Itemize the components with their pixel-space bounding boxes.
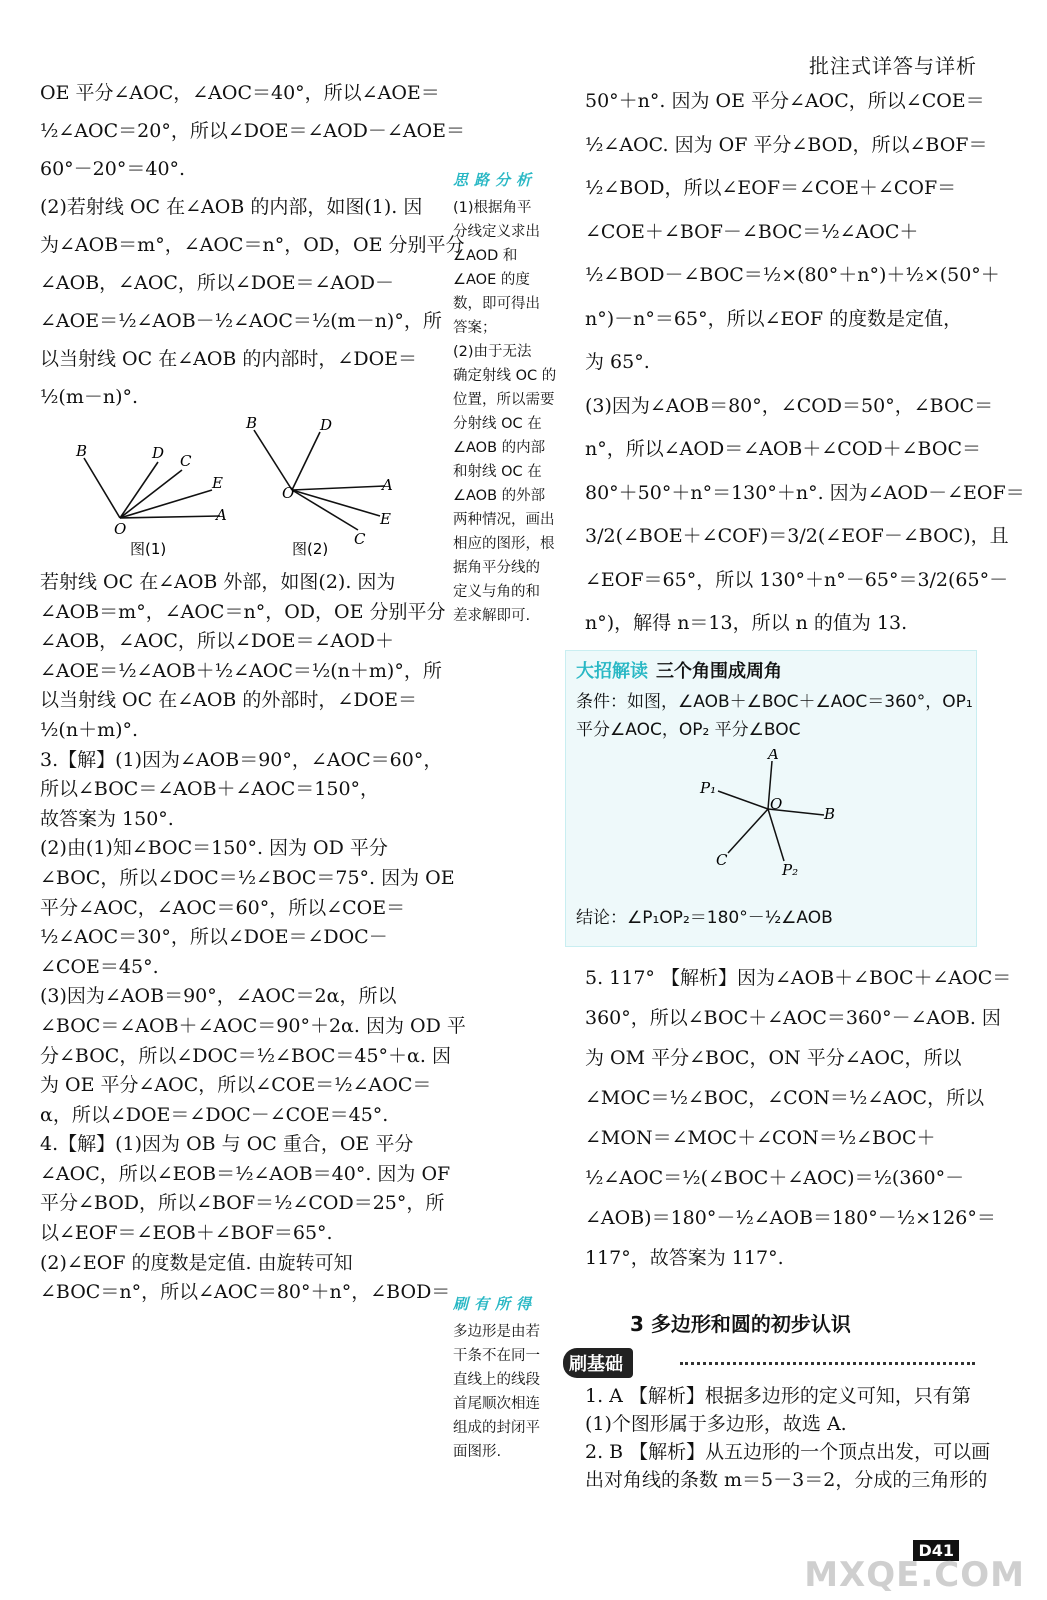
side-note-line: 直线上的线段 [453,1372,540,1388]
side-note-line: 组成的封闭平 [453,1420,540,1436]
text-line: ∠AOE＝½∠AOB－½∠AOC＝½(m－n)°，所 [40,310,442,332]
text-line: 为 OM 平分∠BOC，ON 平分∠AOC，所以 [585,1047,962,1069]
text-line: 3/2(∠BOE＋∠COF)＝3/2(∠EOF－∠BOC)，且 [585,525,1009,547]
fig3-label-b: B [824,805,836,823]
text-line: n°，所以∠AOD＝∠AOB＋∠COD＋∠BOC＝ [585,438,981,460]
fig3-label-p1: P₁ [700,779,717,797]
side-note-line: 首尾顺次相连 [453,1396,540,1412]
text-line: 为 65°. [585,351,650,373]
tip-box-title [576,657,782,683]
fig3-label-a: A [768,749,779,763]
text-line: (2)若射线 OC 在∠AOB 的内部，如图(1). 因 [40,196,423,218]
text-line: ∠AOE＝½∠AOB＋½∠AOC＝½(n＋m)°，所 [40,659,442,682]
text-line: ∠AOB)＝180°－½∠AOB＝180°－½×126°＝ [585,1207,996,1229]
side-note-line: 答案； [453,320,497,336]
text-line: (2)∠EOF 的度数是定值. 由旋转可知 [40,1251,353,1274]
fig1-label-o: O [114,520,127,538]
text-line: 为∠AOB＝m°，∠AOC＝n°，OD，OE 分别平分 [40,234,465,256]
text-line: 60°－20°＝40°. [40,158,186,180]
side-note-line: 和射线 OC 在 [453,464,542,480]
tip-box-conclusion: 结论：∠P₁OP₂＝180°－½∠AOB [576,908,833,928]
text-line: ∠BOC＝∠AOB＋∠AOC＝90°＋2α. 因为 OD 平 [40,1014,466,1037]
side-note-line: 面图形. [453,1444,502,1460]
right-column-bottom [585,1382,991,1494]
dotted-divider [680,1362,975,1365]
left-column-top [40,74,465,416]
text-line: ∠COE＝45°. [40,955,159,978]
fig2-label-a: A [382,476,393,494]
text-line: 平分∠AOC，∠AOC＝60°，所以∠COE＝ [40,896,406,919]
text-line: 若射线 OC 在∠AOB 外部，如图(2). 因为 [40,571,396,593]
text-line: ∠BOC，所以∠DOC＝½∠BOC＝75°. 因为 OE [40,866,455,889]
tip-box [565,650,977,947]
fig2-label-c: C [354,530,366,548]
text-line: ½∠BOD－∠BOC＝½×(80°＋n°)＋½×(50°＋ [585,264,1000,286]
text-line: ½∠BOD，所以∠EOF＝∠COE＋∠COF＝ [585,177,957,199]
fig3-label-c: C [716,851,728,869]
side-note-summary-title: 刷有所得 [453,1295,538,1313]
fig3-label-p2: P₂ [782,861,799,879]
text-line: ∠AOB＝m°，∠AOC＝n°，OD，OE 分别平分 [40,600,446,623]
text-line: ½(n＋m)°. [40,718,139,741]
text-line: 360°，所以∠BOC＋∠AOC＝360°－∠AOB. 因 [585,1007,1001,1029]
text-line: OE 平分∠AOC，∠AOC＝40°，所以∠AOE＝ [40,82,440,104]
tip-box-tag: 大招解读 [576,661,648,682]
section-badge: 刷基础 [563,1348,633,1378]
tip-box-heading: 三个角围成周角 [656,661,782,682]
right-column-top [585,80,1025,646]
side-note-line: 分线定义求出 [453,224,540,240]
side-note-line: 据角平分线的 [453,560,540,576]
fig1-label-b: B [76,442,88,460]
figure-3 [696,749,846,879]
fig2-label-b: B [246,414,258,432]
fig1-label-c: C [180,452,192,470]
fig2-caption: 图(2) [292,540,329,558]
text-line: ∠AOB，∠AOC，所以∠DOE＝∠AOD＋ [40,630,394,653]
text-line: α，所以∠DOE＝∠DOC－∠COE＝45°. [40,1103,389,1126]
text-line: n°)－n°＝65°，所以∠EOF 的度数是定值， [585,307,963,330]
tip-box-condition-1: 条件：如图，∠AOB＋∠BOC＋∠AOC＝360°，OP₁ [576,692,973,712]
side-note-line: 分射线 OC 在 [453,416,542,432]
side-note-analysis [453,168,563,628]
side-note-line: ∠AOB 的外部 [453,488,546,504]
page-number: D41 [913,1540,959,1561]
text-line: 所以∠BOC＝∠AOB＋∠AOC＝150°， [40,778,380,801]
fig1-label-d: D [152,444,165,462]
fig1-caption: 图(1) [130,540,167,558]
text-line: 2. B 【解析】从五边形的一个顶点出发，可以画 [585,1441,991,1463]
text-line: 以当射线 OC 在∠AOB 的外部时，∠DOE＝ [40,689,418,712]
side-note-line: 多边形是由若 [453,1324,540,1340]
figure-1 [70,430,240,560]
side-note-line: 差求解即可. [453,608,531,624]
watermark: MXQE.COM [804,1555,1025,1595]
text-line: 分∠BOC，所以∠DOC＝½∠BOC＝45°＋α. 因 [40,1044,451,1067]
side-note-analysis-title: 思路分析 [453,171,538,189]
fig2-label-e: E [380,510,391,528]
section-title: 3 多边形和圆的初步认识 [630,1312,851,1336]
text-line: (3)因为∠AOB＝80°，∠COD＝50°，∠BOC＝ [585,394,994,417]
left-column-bottom [40,568,466,1308]
figure-2 [240,410,410,560]
text-line: ∠BOC＝n°，所以∠AOC＝80°＋n°，∠BOD＝ [40,1281,451,1304]
side-note-line: ∠AOB 的内部 [453,440,546,456]
side-note-line: (2)由于无法 [453,344,532,360]
text-line: ½(m－n)°. [40,386,139,408]
text-line: 为 OE 平分∠AOC，所以∠COE＝½∠AOC＝ [40,1074,432,1097]
text-line: 以当射线 OC 在∠AOB 的内部时，∠DOE＝ [40,348,418,370]
side-note-line: 位置，所以需要 [453,392,555,408]
text-line: 5. 117° 【解析】因为∠AOB＋∠BOC＋∠AOC＝ [585,967,1012,989]
text-line: ½∠AOC. 因为 OF 平分∠BOD，所以∠BOF＝ [585,133,988,156]
text-line: 故答案为 150°. [40,807,174,830]
text-line: ½∠AOC＝30°，所以∠DOE＝∠DOC－ [40,926,388,949]
text-line: n°)，解得 n＝13，所以 n 的值为 13. [585,612,908,634]
fig2-label-d: D [320,416,333,434]
side-note-line: (1)根据角平 [453,200,532,216]
text-line: (3)因为∠AOB＝90°，∠AOC＝2α，所以 [40,985,397,1008]
text-line: ∠EOF＝65°，所以 130°＋n°－65°＝3/2(65°－ [585,568,1009,591]
side-note-line: ∠AOE 的度 [453,272,530,288]
side-note-summary [453,1292,563,1464]
fig1-label-e: E [212,474,223,492]
text-line: ∠MOC＝½∠BOC，∠CON＝½∠AOC，所以 [585,1087,985,1109]
text-line: 80°＋50°＋n°＝130°＋n°. 因为∠AOD－∠EOF＝ [585,481,1025,504]
text-line: 1. A 【解析】根据多边形的定义可知，只有第 [585,1385,971,1407]
text-line: (2)由(1)知∠BOC＝150°. 因为 OD 平分 [40,837,388,860]
text-line: 117°，故答案为 117°. [585,1247,784,1269]
text-line: 50°＋n°. 因为 OE 平分∠AOC，所以∠COE＝ [585,90,985,112]
side-note-line: 相应的图形，根 [453,536,555,552]
text-line: ½∠AOC＝20°，所以∠DOE＝∠AOD－∠AOE＝ [40,120,465,142]
text-line: (1)个图形属于多边形，故选 A. [585,1413,847,1435]
side-note-line: 干条不在同一 [453,1348,540,1364]
text-line: ∠MON＝∠MOC＋∠CON＝½∠BOC＋ [585,1127,936,1149]
tip-box-condition-2: 平分∠AOC，OP₂ 平分∠BOC [576,720,801,740]
text-line: 3.【解】(1)因为∠AOB＝90°，∠AOC＝60°， [40,748,443,771]
fig2-label-o: O [282,484,295,502]
text-line: ∠COE＋∠BOF－∠BOC＝½∠AOC＋ [585,220,919,243]
text-line: 平分∠BOD，所以∠BOF＝½∠COD＝25°，所 [40,1192,445,1215]
side-note-line: 确定射线 OC 的 [453,368,557,384]
text-line: 以∠EOF＝∠EOB＋∠BOF＝65°. [40,1222,333,1245]
fig3-label-o: O [770,795,783,813]
side-note-line: 两种情况，画出 [453,512,555,528]
page-header: 批注式详答与详析 [809,54,977,78]
right-column-middle [585,958,1012,1278]
fig1-label-a: A [216,506,227,524]
side-note-line: 定义与角的和 [453,584,540,600]
side-note-line: 数，即可得出 [453,296,540,312]
text-line: 出对角线的条数 m＝5－3＝2，分成的三角形的 [585,1469,988,1491]
text-line: ½∠AOC＝½(∠BOC＋∠AOC)＝½(360°－ [585,1167,965,1189]
text-line: ∠AOC，所以∠EOB＝½∠AOB＝40°. 因为 OF [40,1162,451,1185]
text-line: 4.【解】(1)因为 OB 与 OC 重合，OE 平分 [40,1133,414,1156]
side-note-line: ∠AOD 和 [453,248,518,264]
text-line: ∠AOB，∠AOC，所以∠DOE＝∠AOD－ [40,272,394,294]
